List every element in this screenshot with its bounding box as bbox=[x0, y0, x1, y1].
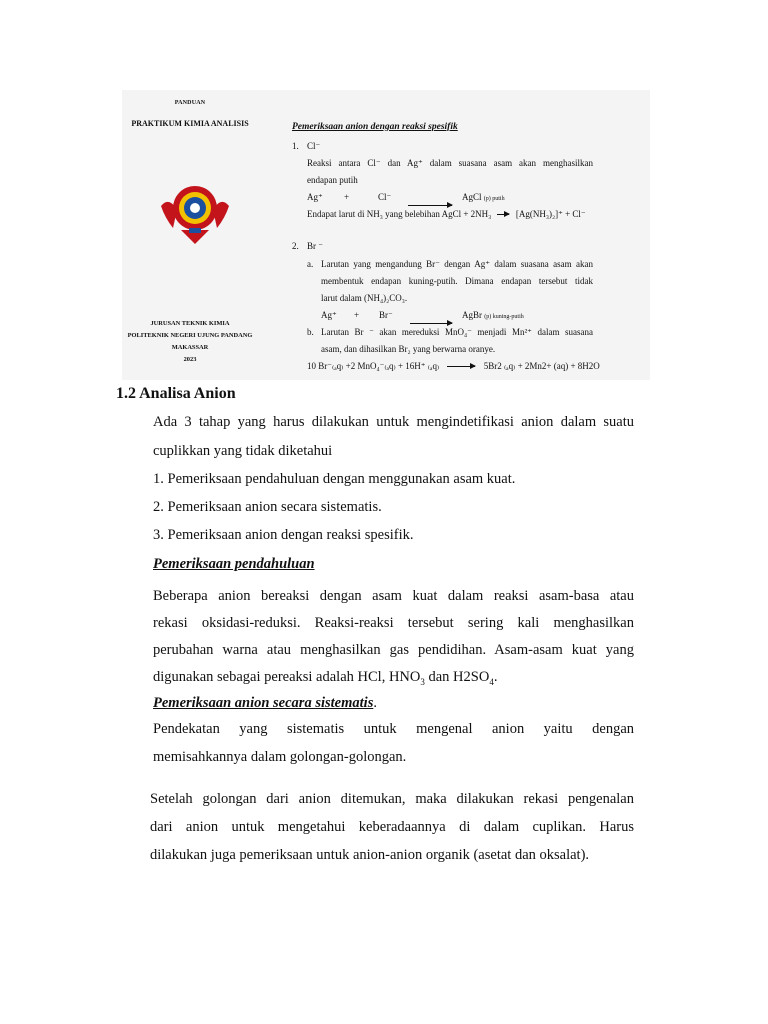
br-product: AgBr (p) kuning-putih bbox=[462, 310, 524, 320]
intro-line-1: Ada 3 tahap yang harus dilakukan untuk mengindetifikasi anion dalam suatu bbox=[153, 414, 634, 430]
br-b-line-2: asam, dan dihasilkan Br₂ yang berwarna oranye. bbox=[321, 344, 496, 354]
cl-text-line-1: Reaksi antara Cl⁻ dan Ag⁺ dalam suasana asam akan menghasilkan bbox=[307, 158, 593, 168]
br-reactant-ag: Ag⁺ bbox=[321, 310, 337, 320]
cl-text-line-3: Endapat larut di NH₃ yang belebihan AgCl + 2NH₃ [Ag(NH₃)₂]⁺ + Cl⁻ bbox=[307, 209, 586, 219]
br-reactant-br: Br⁻ bbox=[379, 310, 393, 320]
cl-product: AgCl (p) putih bbox=[462, 192, 505, 202]
pendahuluan-line-4: digunakan sebagai pereaksi adalah HCl, $HNO_3$ dan $H2SO_4$. bbox=[153, 669, 498, 687]
cl-reaction-plus: + bbox=[344, 192, 350, 202]
cl-text-line-2: endapan putih bbox=[307, 175, 358, 185]
reaction-arrow-icon bbox=[447, 366, 475, 367]
pendahuluan-line-1: Beberapa anion bereaksi dengan asam kuat dalam reaksi asam-basa atau bbox=[153, 588, 634, 604]
pendahuluan-heading: Pemeriksaan pendahuluan bbox=[153, 556, 315, 572]
cover-city: MAKASSAR bbox=[171, 344, 209, 351]
cl-item-label: Cl⁻ bbox=[307, 141, 321, 151]
pendahuluan-line-3: perubahan warna atau menghasilkan gas pendidihan. Asam-asam kuat yang bbox=[153, 642, 634, 658]
closing-line-1: Setelah golongan dari anion ditemukan, maka dilakukan rekasi pengenalan bbox=[150, 791, 634, 807]
cover-title: PRAKTIKUM KIMIA ANALISIS bbox=[131, 119, 249, 128]
polytechnic-logo-icon bbox=[155, 172, 235, 252]
pendahuluan-line-2: rekasi oksidasi-reduksi. Reaksi-reaksi tersebut sering kali menghasilkan bbox=[153, 615, 634, 631]
cl-reactant-cl: Cl⁻ bbox=[378, 192, 392, 202]
step-item-1: 1. Pemeriksaan pendahuluan dengan menggunakan asam kuat. bbox=[153, 471, 516, 487]
cl-reactant-ag: Ag⁺ bbox=[307, 192, 323, 202]
br-redox-equation: 10 Br⁻₍ₐq₎ +2 MnO₄⁻₍ₐq₎ + 16H⁺ ₍ₐq₎ 5Br2 ₍ₐq₎ + 2Mn2+ (aq) + 8H2O bbox=[307, 361, 600, 371]
specific-reaction-heading: Pemeriksaan anion dengan reaksi spesifik bbox=[292, 122, 458, 132]
cover-label: PANDUAN bbox=[174, 100, 206, 106]
section-title: 1.2 Analisa Anion bbox=[116, 385, 236, 402]
br-a-line-3: larut dalam (NH₄)₂CO₃. bbox=[321, 293, 408, 303]
reaction-arrow-icon bbox=[497, 214, 509, 215]
br-item-label: Br ⁻ bbox=[307, 241, 324, 251]
br-b-line-1: Larutan Br ⁻ akan mereduksi MnO₄⁻ menjadi Mn²⁺ dalam suasana bbox=[321, 327, 593, 337]
br-a-marker: a. bbox=[307, 259, 314, 269]
sistematis-line-2: memisahkannya dalam golongan-golongan. bbox=[153, 749, 407, 765]
closing-line-2: dari anion untuk mengetahui keberadaannya di dalam cuplikan. Harus bbox=[150, 819, 634, 835]
br-a-line-2: membentuk endapan kuning-putih. Dimana endapan tersebut tidak bbox=[321, 276, 593, 286]
cover-department: JURUSAN TEKNIK KIMIA bbox=[150, 320, 230, 327]
closing-line-3: dilakukan juga pemeriksaan untuk anion-anion organik (asetat dan oksalat). bbox=[150, 847, 590, 863]
br-reaction-plus: + bbox=[354, 310, 360, 320]
step-item-2: 2. Pemeriksaan anion secara sistematis. bbox=[153, 499, 382, 515]
step-item-3: 3. Pemeriksaan anion dengan reaksi spesifik. bbox=[153, 527, 414, 543]
br-b-marker: b. bbox=[307, 327, 314, 337]
cl-item-number: 1. bbox=[292, 141, 299, 151]
cover-year: 2023 bbox=[183, 356, 197, 363]
sistematis-line-1: Pendekatan yang sistematis untuk mengenal anion yaitu dengan bbox=[153, 721, 634, 737]
cover-school: POLITEKNIK NEGERI UJUNG PANDANG bbox=[127, 332, 253, 339]
br-a-line-1: Larutan yang mengandung Br⁻ dengan Ag⁺ dalam suasana asam akan bbox=[321, 259, 593, 269]
sistematis-heading: Pemeriksaan anion secara sistematis. bbox=[153, 695, 377, 711]
br-item-number: 2. bbox=[292, 241, 299, 251]
intro-line-2: cuplikkan yang tidak diketahui bbox=[153, 443, 333, 459]
